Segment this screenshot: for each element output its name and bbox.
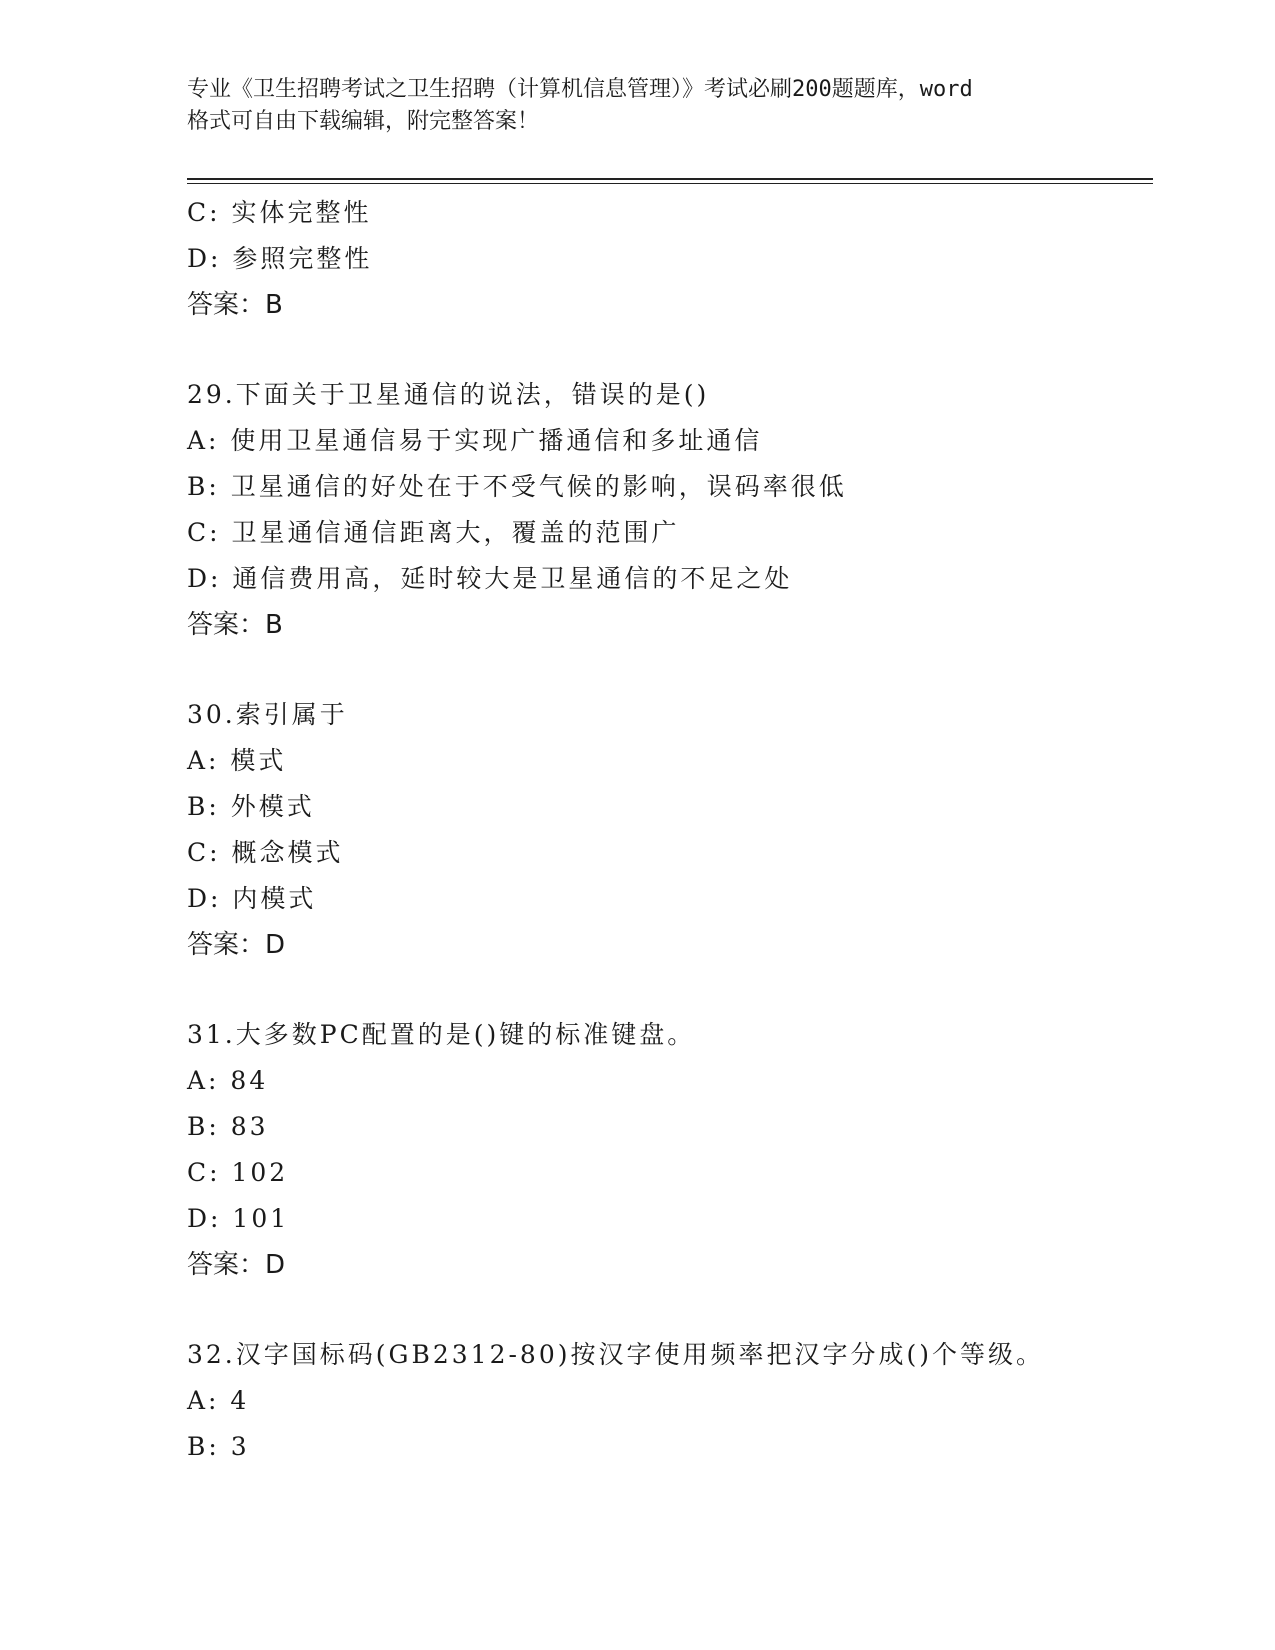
header-divider-thick [187,178,1153,180]
option-c: C: 实体完整性 [187,198,372,227]
option-d: D: 101 [187,1204,290,1233]
question-stem: 32.汉字国标码(GB2312-80)按汉字使用频率把汉字分成()个等级。 [187,1340,1044,1369]
question-list [187,190,1153,1470]
header-line-1: 专业《卫生招聘考试之卫生招聘（计算机信息管理）》考试必刷200题题库，word [187,77,973,102]
answer-line: 答案：D [187,930,286,960]
answer-line: 答案：B [187,290,283,320]
option-d: D: 内模式 [187,884,317,913]
option-b: B: 卫星通信的好处在于不受气候的影响，误码率很低 [187,472,847,501]
option-c: C: 卫星通信通信距离大，覆盖的范围广 [187,518,680,547]
option-b: B: 外模式 [187,792,315,821]
option-a: A: 4 [187,1386,250,1415]
question-30 [187,692,1153,968]
question-31 [187,1012,1153,1288]
spacer [187,968,1153,1012]
option-b: B: 83 [187,1112,269,1141]
option-a: A: 84 [187,1066,269,1095]
question-stem: 31.大多数PC配置的是()键的标准键盘。 [187,1020,696,1049]
spacer [187,328,1153,372]
option-c: C: 102 [187,1158,289,1187]
question-32 [187,1332,1153,1470]
header-divider-thin [187,183,1153,184]
question-stem: 29.下面关于卫星通信的说法，错误的是() [187,380,710,409]
document-header [187,74,1087,138]
spacer [187,648,1153,692]
question-29 [187,372,1153,648]
option-a: A: 使用卫星通信易于实现广播通信和多址通信 [187,426,763,455]
header-line-2: 格式可自由下载编辑，附完整答案！ [187,109,540,134]
option-a: A: 模式 [187,746,287,775]
option-d: D: 通信费用高，延时较大是卫星通信的不足之处 [187,564,793,593]
question-stem: 30.索引属于 [187,700,348,729]
answer-line: 答案：B [187,610,283,640]
question-28-tail [187,190,1153,328]
answer-line: 答案：D [187,1250,286,1280]
option-c: C: 概念模式 [187,838,344,867]
option-b: B: 3 [187,1432,250,1461]
spacer [187,1288,1153,1332]
option-d: D: 参照完整性 [187,244,373,273]
